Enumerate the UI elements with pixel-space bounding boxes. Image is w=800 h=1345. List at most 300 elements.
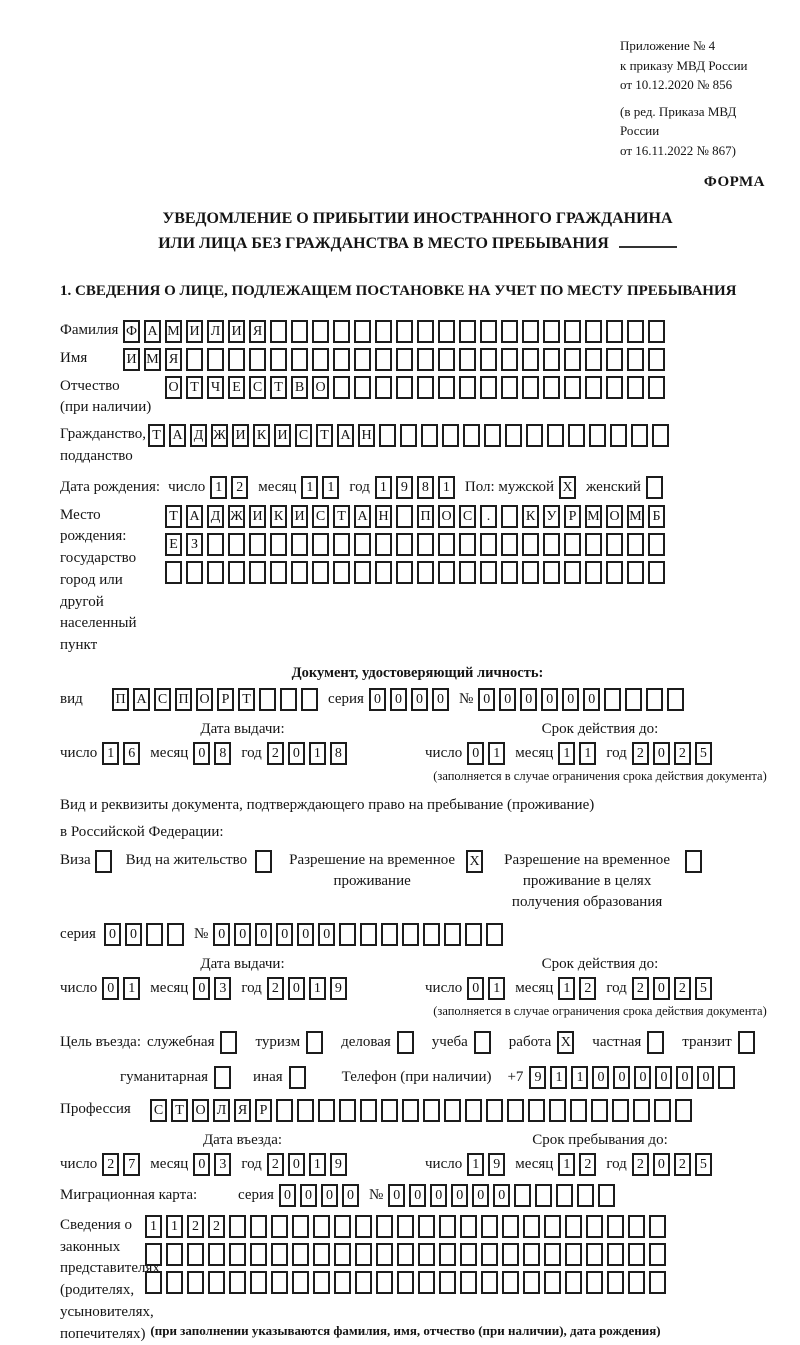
char-box[interactable] <box>628 1271 645 1294</box>
char-box[interactable] <box>577 1184 594 1207</box>
char-box[interactable]: С <box>312 505 329 528</box>
char-box[interactable]: 1 <box>571 1066 588 1089</box>
char-box[interactable] <box>145 1271 162 1294</box>
char-box[interactable] <box>586 1243 603 1266</box>
char-box[interactable]: 2 <box>674 1153 691 1176</box>
char-box[interactable] <box>145 1243 162 1266</box>
char-box[interactable]: Р <box>255 1099 272 1122</box>
char-box[interactable] <box>397 1271 414 1294</box>
char-box[interactable]: 1 <box>309 977 326 1000</box>
char-box[interactable] <box>589 424 606 447</box>
char-box[interactable]: 1 <box>558 742 575 765</box>
char-box[interactable]: 0 <box>193 977 210 1000</box>
char-box[interactable] <box>486 923 503 946</box>
char-box[interactable] <box>354 533 371 556</box>
char-box[interactable] <box>648 376 665 399</box>
char-box[interactable] <box>354 376 371 399</box>
char-box[interactable] <box>417 376 434 399</box>
checkbox[interactable] <box>738 1031 755 1054</box>
char-box[interactable] <box>270 320 287 343</box>
char-box[interactable]: Н <box>375 505 392 528</box>
char-box[interactable]: П <box>417 505 434 528</box>
char-box[interactable]: 5 <box>695 742 712 765</box>
char-box[interactable] <box>460 1271 477 1294</box>
char-box[interactable] <box>522 561 539 584</box>
char-box[interactable]: 0 <box>432 688 449 711</box>
char-box[interactable] <box>291 320 308 343</box>
char-box[interactable] <box>381 1099 398 1122</box>
char-box[interactable]: 0 <box>288 1153 305 1176</box>
char-box[interactable] <box>564 533 581 556</box>
char-box[interactable]: 0 <box>125 923 142 946</box>
checkbox[interactable] <box>647 1031 664 1054</box>
char-box[interactable]: 0 <box>451 1184 468 1207</box>
char-box[interactable] <box>648 348 665 371</box>
char-box[interactable]: 3 <box>214 977 231 1000</box>
char-box[interactable] <box>502 1243 519 1266</box>
char-box[interactable]: 2 <box>632 977 649 1000</box>
char-box[interactable] <box>523 1215 540 1238</box>
char-box[interactable]: 5 <box>695 977 712 1000</box>
char-box[interactable] <box>628 1215 645 1238</box>
char-box[interactable]: 0 <box>288 742 305 765</box>
char-box[interactable]: 0 <box>430 1184 447 1207</box>
char-box[interactable] <box>564 561 581 584</box>
char-box[interactable] <box>334 1243 351 1266</box>
char-box[interactable] <box>480 320 497 343</box>
char-box[interactable]: 9 <box>330 977 347 1000</box>
char-box[interactable]: 0 <box>562 688 579 711</box>
char-box[interactable]: 0 <box>388 1184 405 1207</box>
char-box[interactable] <box>549 1099 566 1122</box>
char-box[interactable] <box>291 533 308 556</box>
char-box[interactable] <box>606 348 623 371</box>
char-box[interactable]: 6 <box>123 742 140 765</box>
char-box[interactable] <box>396 320 413 343</box>
char-box[interactable]: М <box>627 505 644 528</box>
char-box[interactable] <box>355 1271 372 1294</box>
char-box[interactable] <box>270 348 287 371</box>
char-box[interactable] <box>379 424 396 447</box>
char-box[interactable] <box>423 923 440 946</box>
char-box[interactable] <box>610 424 627 447</box>
char-box[interactable] <box>333 320 350 343</box>
char-box[interactable] <box>459 561 476 584</box>
char-box[interactable] <box>375 533 392 556</box>
char-box[interactable] <box>229 1271 246 1294</box>
char-box[interactable] <box>568 424 585 447</box>
char-box[interactable] <box>606 320 623 343</box>
char-box[interactable] <box>564 320 581 343</box>
char-box[interactable] <box>544 1215 561 1238</box>
char-box[interactable]: П <box>112 688 129 711</box>
char-box[interactable]: 1 <box>467 1153 484 1176</box>
char-box[interactable] <box>501 561 518 584</box>
char-box[interactable]: С <box>295 424 312 447</box>
char-box[interactable]: К <box>253 424 270 447</box>
char-box[interactable] <box>627 533 644 556</box>
char-box[interactable]: 1 <box>322 476 339 499</box>
char-box[interactable]: 0 <box>193 1153 210 1176</box>
char-box[interactable]: Т <box>238 688 255 711</box>
char-box[interactable] <box>501 505 518 528</box>
char-box[interactable]: 0 <box>390 688 407 711</box>
char-box[interactable] <box>186 348 203 371</box>
char-box[interactable]: 2 <box>187 1215 204 1238</box>
char-box[interactable] <box>586 1215 603 1238</box>
checkbox[interactable] <box>255 850 272 873</box>
char-box[interactable]: П <box>175 688 192 711</box>
char-box[interactable] <box>627 320 644 343</box>
char-box[interactable] <box>646 688 663 711</box>
char-box[interactable] <box>228 561 245 584</box>
char-box[interactable]: А <box>133 688 150 711</box>
char-box[interactable]: 3 <box>214 1153 231 1176</box>
char-box[interactable] <box>439 1271 456 1294</box>
char-box[interactable]: М <box>144 348 161 371</box>
char-box[interactable] <box>528 1099 545 1122</box>
char-box[interactable]: 0 <box>297 923 314 946</box>
char-box[interactable] <box>481 1271 498 1294</box>
char-box[interactable] <box>354 320 371 343</box>
char-box[interactable] <box>570 1099 587 1122</box>
char-box[interactable] <box>631 424 648 447</box>
char-box[interactable]: 0 <box>409 1184 426 1207</box>
char-box[interactable]: 0 <box>193 742 210 765</box>
char-box[interactable] <box>627 348 644 371</box>
char-box[interactable] <box>544 1243 561 1266</box>
char-box[interactable] <box>607 1215 624 1238</box>
char-box[interactable]: 2 <box>579 1153 596 1176</box>
char-box[interactable] <box>585 533 602 556</box>
char-box[interactable]: 0 <box>342 1184 359 1207</box>
char-box[interactable]: 1 <box>145 1215 162 1238</box>
char-box[interactable] <box>339 923 356 946</box>
char-box[interactable] <box>604 688 621 711</box>
char-box[interactable] <box>585 561 602 584</box>
char-box[interactable] <box>565 1243 582 1266</box>
char-box[interactable] <box>459 533 476 556</box>
char-box[interactable]: 0 <box>369 688 386 711</box>
char-box[interactable] <box>481 1243 498 1266</box>
char-box[interactable] <box>187 1271 204 1294</box>
char-box[interactable] <box>507 1099 524 1122</box>
char-box[interactable] <box>312 533 329 556</box>
char-box[interactable] <box>208 1271 225 1294</box>
char-box[interactable] <box>297 1099 314 1122</box>
char-box[interactable]: Е <box>228 376 245 399</box>
char-box[interactable]: О <box>438 505 455 528</box>
char-box[interactable]: 1 <box>309 1153 326 1176</box>
char-box[interactable] <box>333 561 350 584</box>
char-box[interactable] <box>565 1271 582 1294</box>
char-box[interactable]: 1 <box>488 742 505 765</box>
char-box[interactable]: 1 <box>375 476 392 499</box>
char-box[interactable] <box>270 561 287 584</box>
char-box[interactable]: 0 <box>653 742 670 765</box>
char-box[interactable] <box>376 1271 393 1294</box>
char-box[interactable] <box>627 376 644 399</box>
char-box[interactable] <box>459 348 476 371</box>
char-box[interactable]: О <box>606 505 623 528</box>
char-box[interactable] <box>291 348 308 371</box>
char-box[interactable] <box>313 1215 330 1238</box>
char-box[interactable] <box>667 688 684 711</box>
char-box[interactable] <box>514 1184 531 1207</box>
char-box[interactable]: 2 <box>632 742 649 765</box>
char-box[interactable] <box>381 923 398 946</box>
char-box[interactable]: С <box>459 505 476 528</box>
char-box[interactable]: З <box>186 533 203 556</box>
char-box[interactable] <box>146 923 163 946</box>
char-box[interactable]: И <box>186 320 203 343</box>
char-box[interactable]: Н <box>358 424 375 447</box>
char-box[interactable]: М <box>165 320 182 343</box>
char-box[interactable]: 1 <box>210 476 227 499</box>
char-box[interactable] <box>355 1243 372 1266</box>
char-box[interactable] <box>312 320 329 343</box>
checkbox[interactable] <box>474 1031 491 1054</box>
char-box[interactable]: И <box>228 320 245 343</box>
char-box[interactable]: С <box>150 1099 167 1122</box>
char-box[interactable] <box>375 348 392 371</box>
char-box[interactable] <box>250 1243 267 1266</box>
char-box[interactable]: . <box>480 505 497 528</box>
char-box[interactable] <box>523 1243 540 1266</box>
char-box[interactable]: 9 <box>396 476 413 499</box>
char-box[interactable] <box>186 561 203 584</box>
char-box[interactable] <box>396 533 413 556</box>
char-box[interactable] <box>607 1243 624 1266</box>
char-box[interactable] <box>444 923 461 946</box>
char-box[interactable] <box>648 533 665 556</box>
char-box[interactable]: Т <box>165 505 182 528</box>
char-box[interactable] <box>607 1271 624 1294</box>
char-box[interactable] <box>249 348 266 371</box>
char-box[interactable]: 5 <box>695 1153 712 1176</box>
char-box[interactable] <box>360 1099 377 1122</box>
char-box[interactable]: 0 <box>653 977 670 1000</box>
char-box[interactable] <box>402 923 419 946</box>
char-box[interactable] <box>502 1271 519 1294</box>
char-box[interactable]: 0 <box>634 1066 651 1089</box>
char-box[interactable]: 1 <box>550 1066 567 1089</box>
char-box[interactable] <box>334 1271 351 1294</box>
char-box[interactable] <box>612 1099 629 1122</box>
char-box[interactable] <box>208 1243 225 1266</box>
char-box[interactable]: 2 <box>267 977 284 1000</box>
checkbox[interactable] <box>95 850 112 873</box>
char-box[interactable]: 2 <box>632 1153 649 1176</box>
char-box[interactable] <box>396 505 413 528</box>
char-box[interactable] <box>417 320 434 343</box>
char-box[interactable]: 1 <box>488 977 505 1000</box>
char-box[interactable]: 8 <box>417 476 434 499</box>
char-box[interactable]: Я <box>249 320 266 343</box>
char-box[interactable] <box>271 1215 288 1238</box>
checkbox[interactable]: X <box>559 476 576 499</box>
checkbox[interactable] <box>685 850 702 873</box>
char-box[interactable] <box>291 561 308 584</box>
char-box[interactable] <box>591 1099 608 1122</box>
char-box[interactable] <box>313 1271 330 1294</box>
char-box[interactable]: 0 <box>467 977 484 1000</box>
char-box[interactable] <box>249 561 266 584</box>
char-box[interactable] <box>438 376 455 399</box>
char-box[interactable] <box>460 1215 477 1238</box>
char-box[interactable] <box>526 424 543 447</box>
char-box[interactable] <box>354 348 371 371</box>
char-box[interactable]: О <box>192 1099 209 1122</box>
char-box[interactable]: 1 <box>301 476 318 499</box>
char-box[interactable] <box>459 320 476 343</box>
char-box[interactable] <box>397 1215 414 1238</box>
char-box[interactable]: К <box>270 505 287 528</box>
char-box[interactable]: 2 <box>579 977 596 1000</box>
char-box[interactable] <box>442 424 459 447</box>
char-box[interactable] <box>397 1243 414 1266</box>
char-box[interactable]: У <box>543 505 560 528</box>
char-box[interactable]: 0 <box>478 688 495 711</box>
checkbox[interactable] <box>646 476 663 499</box>
char-box[interactable] <box>228 348 245 371</box>
char-box[interactable] <box>481 1215 498 1238</box>
char-box[interactable]: 0 <box>255 923 272 946</box>
char-box[interactable]: К <box>522 505 539 528</box>
char-box[interactable] <box>250 1215 267 1238</box>
char-box[interactable]: 0 <box>613 1066 630 1089</box>
char-box[interactable] <box>598 1184 615 1207</box>
char-box[interactable] <box>465 923 482 946</box>
char-box[interactable]: 0 <box>583 688 600 711</box>
char-box[interactable] <box>418 1215 435 1238</box>
char-box[interactable]: А <box>354 505 371 528</box>
char-box[interactable] <box>463 424 480 447</box>
char-box[interactable]: 0 <box>234 923 251 946</box>
char-box[interactable] <box>501 348 518 371</box>
char-box[interactable]: 0 <box>697 1066 714 1089</box>
char-box[interactable] <box>523 1271 540 1294</box>
char-box[interactable] <box>270 533 287 556</box>
char-box[interactable] <box>207 561 224 584</box>
char-box[interactable] <box>585 320 602 343</box>
char-box[interactable] <box>438 348 455 371</box>
char-box[interactable]: 0 <box>411 688 428 711</box>
char-box[interactable] <box>480 533 497 556</box>
char-box[interactable]: 0 <box>467 742 484 765</box>
char-box[interactable]: И <box>274 424 291 447</box>
char-box[interactable] <box>627 561 644 584</box>
char-box[interactable]: А <box>186 505 203 528</box>
char-box[interactable] <box>360 923 377 946</box>
char-box[interactable]: Т <box>270 376 287 399</box>
char-box[interactable]: 9 <box>330 1153 347 1176</box>
char-box[interactable]: Е <box>165 533 182 556</box>
char-box[interactable]: 0 <box>300 1184 317 1207</box>
char-box[interactable]: 1 <box>558 977 575 1000</box>
char-box[interactable] <box>439 1215 456 1238</box>
char-box[interactable]: И <box>123 348 140 371</box>
char-box[interactable] <box>292 1271 309 1294</box>
char-box[interactable] <box>649 1243 666 1266</box>
char-box[interactable] <box>484 424 501 447</box>
char-box[interactable] <box>396 561 413 584</box>
char-box[interactable] <box>480 348 497 371</box>
char-box[interactable]: 0 <box>541 688 558 711</box>
checkbox[interactable] <box>214 1066 231 1089</box>
char-box[interactable] <box>418 1271 435 1294</box>
char-box[interactable] <box>376 1243 393 1266</box>
char-box[interactable]: 0 <box>520 688 537 711</box>
char-box[interactable] <box>249 533 266 556</box>
char-box[interactable] <box>480 561 497 584</box>
char-box[interactable]: 0 <box>499 688 516 711</box>
char-box[interactable] <box>649 1215 666 1238</box>
char-box[interactable]: 0 <box>104 923 121 946</box>
char-box[interactable] <box>648 320 665 343</box>
char-box[interactable]: Л <box>207 320 224 343</box>
char-box[interactable]: 2 <box>267 742 284 765</box>
char-box[interactable]: 0 <box>472 1184 489 1207</box>
char-box[interactable] <box>633 1099 650 1122</box>
char-box[interactable]: Ч <box>207 376 224 399</box>
char-box[interactable] <box>547 424 564 447</box>
char-box[interactable]: Я <box>165 348 182 371</box>
char-box[interactable]: 0 <box>288 977 305 1000</box>
char-box[interactable] <box>166 1243 183 1266</box>
checkbox[interactable] <box>397 1031 414 1054</box>
char-box[interactable] <box>606 561 623 584</box>
char-box[interactable] <box>280 688 297 711</box>
char-box[interactable] <box>423 1099 440 1122</box>
char-box[interactable] <box>556 1184 573 1207</box>
char-box[interactable]: О <box>165 376 182 399</box>
char-box[interactable] <box>718 1066 735 1089</box>
char-box[interactable]: 1 <box>309 742 326 765</box>
char-box[interactable] <box>501 320 518 343</box>
char-box[interactable] <box>271 1271 288 1294</box>
checkbox[interactable]: X <box>557 1031 574 1054</box>
char-box[interactable] <box>166 1271 183 1294</box>
char-box[interactable]: Б <box>648 505 665 528</box>
char-box[interactable] <box>586 1271 603 1294</box>
char-box[interactable] <box>333 348 350 371</box>
char-box[interactable] <box>675 1099 692 1122</box>
char-box[interactable]: 0 <box>276 923 293 946</box>
char-box[interactable]: 0 <box>493 1184 510 1207</box>
char-box[interactable] <box>486 1099 503 1122</box>
char-box[interactable] <box>585 376 602 399</box>
char-box[interactable] <box>418 1243 435 1266</box>
char-box[interactable] <box>543 320 560 343</box>
char-box[interactable] <box>522 376 539 399</box>
char-box[interactable]: Д <box>190 424 207 447</box>
char-box[interactable] <box>402 1099 419 1122</box>
char-box[interactable]: 0 <box>653 1153 670 1176</box>
char-box[interactable] <box>480 376 497 399</box>
char-box[interactable]: 2 <box>231 476 248 499</box>
char-box[interactable]: 0 <box>213 923 230 946</box>
char-box[interactable]: И <box>249 505 266 528</box>
char-box[interactable] <box>501 533 518 556</box>
char-box[interactable] <box>187 1243 204 1266</box>
char-box[interactable]: 1 <box>438 476 455 499</box>
char-box[interactable] <box>339 1099 356 1122</box>
char-box[interactable] <box>654 1099 671 1122</box>
char-box[interactable] <box>438 320 455 343</box>
char-box[interactable] <box>522 320 539 343</box>
char-box[interactable]: 2 <box>674 977 691 1000</box>
